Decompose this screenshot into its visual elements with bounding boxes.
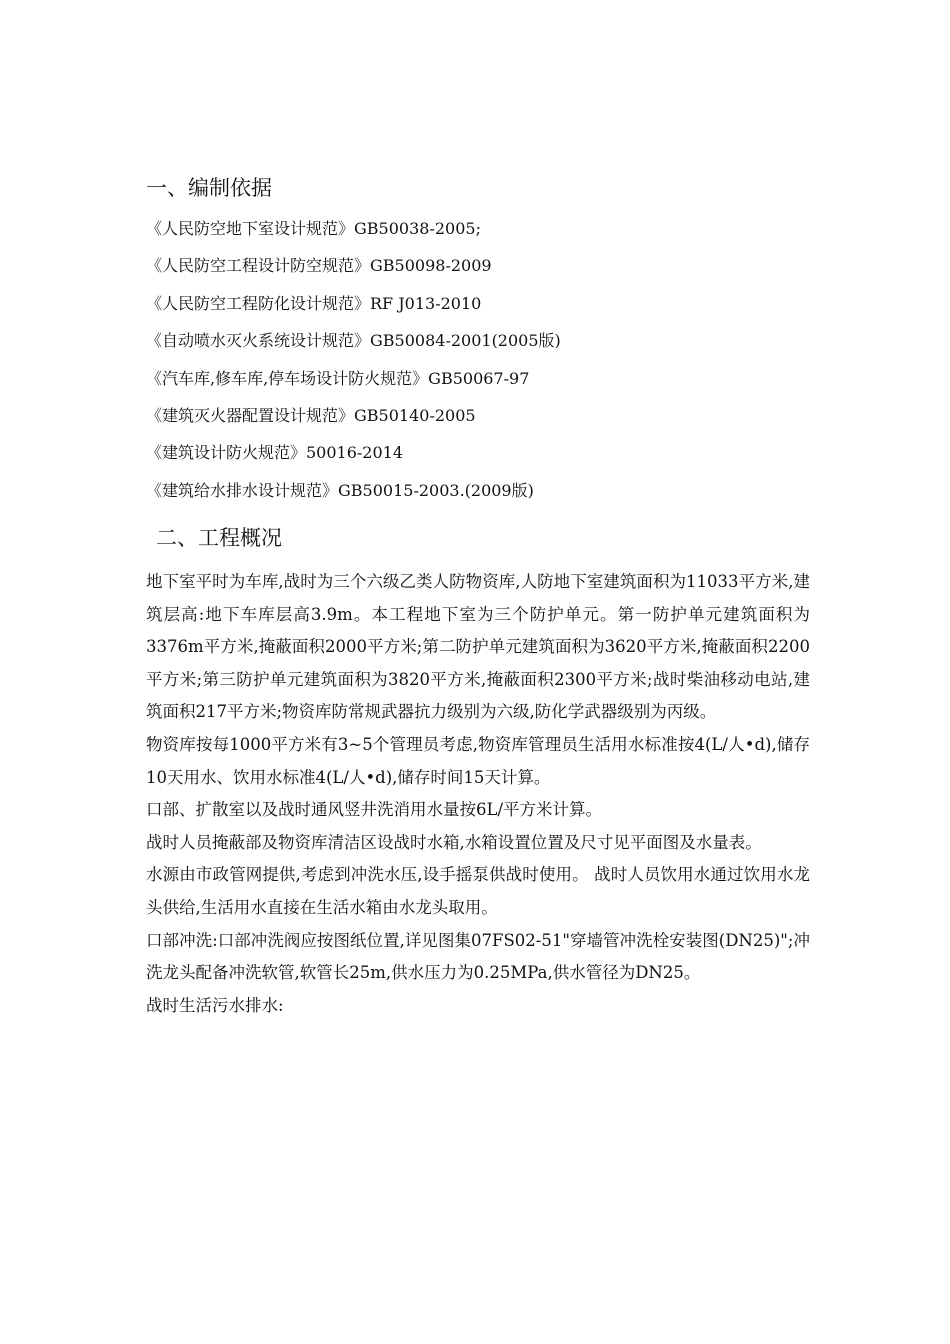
reference-item: 《建筑给水排水设计规范》GB50015-2003.(2009版) [146, 480, 534, 500]
section-heading-basis: 一、编制依据 [146, 176, 272, 200]
reference-item: 《建筑灭火器配置设计规范》GB50140-2005 [146, 405, 476, 425]
reference-list [146, 220, 561, 519]
reference-item: 《人民防空工程防化设计规范》RF J013-2010 [146, 293, 482, 313]
paragraph-water-standard: 物资库按每1000平方米有3~5个管理员考虑,物资库管理员生活用水标准按4(L/人•d),储存10天用水、饮用水标准4(L/人•d),储存时间15天计算。 [146, 734, 810, 787]
overview-body [146, 566, 810, 1022]
paragraph-building-info: 地下室平时为车库,战时为三个六级乙类人防物资库,人防地下室建筑面积为11033平方米,建筑层高:地下车库层高3.9m。本工程地下室为三个防护单元。第一防护单元建筑面积为3376m平方米,掩蔽面积2000平方米;第二防护单元建筑面积为3620平方米,掩蔽面积2200平方米;第三防护单元建筑面积为3820平方米,掩蔽面积2300平方米;战时柴油移动电站,建筑面积217平方米;物资库防常规武器抗力级别为六级,防化学武器级别为丙级。 [146, 572, 810, 722]
reference-item: 《人民防空地下室设计规范》GB50038-2005; [146, 219, 481, 238]
section-heading-overview: 二、工程概况 [156, 526, 282, 550]
reference-item: 《人民防空工程设计防空规范》GB50098-2009 [146, 256, 492, 276]
paragraph-flushing: 口部冲洗:口部冲洗阀应按图纸位置,详见图集07FS02-51"穿墙管冲洗栓安装图(DN25)";冲洗龙头配备冲洗软管,软管长25m,供水压力为0.25MPa,供水管径为DN25。 [146, 930, 810, 983]
reference-item: 《建筑设计防火规范》50016-2014 [146, 443, 404, 463]
paragraph-decontamination: 口部、扩散室以及战时通风竖井洗消用水量按6L/平方米计算。 [146, 800, 603, 820]
paragraph-drainage: 战时生活污水排水: [146, 995, 284, 1015]
reference-item: 《汽车库,修车库,停车场设计防火规范》GB50067-97 [146, 368, 530, 388]
reference-item: 《自动喷水灭火系统设计规范》GB50084-2001(2005版) [146, 331, 561, 351]
paragraph-water-tank: 战时人员掩蔽部及物资库清洁区设战时水箱,水箱设置位置及尺寸见平面图及水量表。 [146, 832, 762, 852]
paragraph-water-source: 水源由市政管网提供,考虑到冲洗水压,设手摇泵供战时使用。 战时人员饮用水通过饮用水龙头供给,生活用水直接在生活水箱由水龙头取用。 [146, 865, 810, 917]
